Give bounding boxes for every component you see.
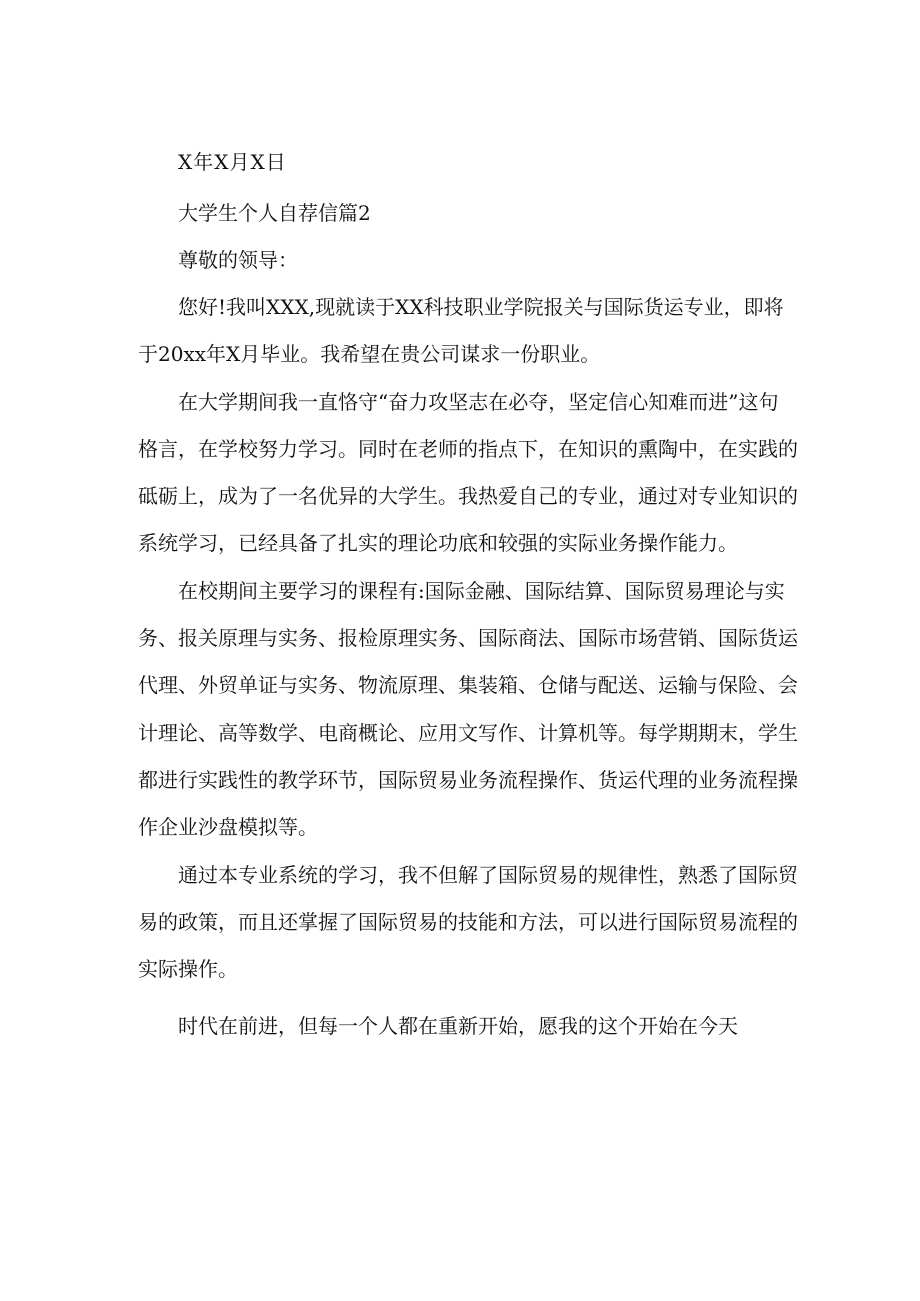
paragraph-line: 都进行实践性的教学环节，国际贸易业务流程操作、货运代理的业务流程操 [138,768,798,792]
paragraph-line: 于20xx年X月毕业。我希望在贵公司谋求一份职业。 [138,342,601,366]
paragraph-line: 砥砺上，成为了一名优异的大学生。我热爱自己的专业，通过对专业知识的 [138,484,798,508]
paragraph-line: 您好!我叫XXX,现就读于XX科技职业学院报关与国际货运专业，即将 [178,295,784,319]
paragraph-line: 系统学习，已经具备了扎实的理论功底和较强的实际业务操作能力。 [138,531,738,555]
paragraph-line: 作企业沙盘模拟等。 [138,815,318,839]
paragraph-line: 在校期间主要学习的课程有:国际金融、国际结算、国际贸易理论与实 [178,579,785,603]
paragraph-line: 格言，在学校努力学习。同时在老师的指点下，在知识的熏陶中，在实践的 [138,437,798,461]
paragraph-line: 代理、外贸单证与实务、物流原理、集装箱、仓储与配送、运输与保险、会 [138,673,798,697]
date-line: X年X月X日 [178,150,287,174]
salutation: 尊敬的领导： [178,248,298,272]
paragraph-line: 务、报关原理与实务、报检原理实务、国际商法、国际市场营销、国际货运 [138,626,798,650]
letter-title: 大学生个人自荐信篇2 [178,201,371,225]
paragraph-line: 在大学期间我一直恪守“奋力攻坚志在必夺，坚定信心知难而进”这句 [178,390,779,414]
paragraph-line: 计理论、高等数学、电商概论、应用文写作、计算机等。每学期期末，学生 [138,721,798,745]
paragraph-line: 实际操作。 [138,957,238,981]
paragraph-line: 通过本专业系统的学习，我不但解了国际贸易的规律性，熟悉了国际贸 [178,863,798,887]
paragraph-line: 易的政策，而且还掌握了国际贸易的技能和方法，可以进行国际贸易流程的 [138,910,798,934]
paragraph-line: 时代在前进，但每一个人都在重新开始，愿我的这个开始在今天 [178,1014,738,1038]
